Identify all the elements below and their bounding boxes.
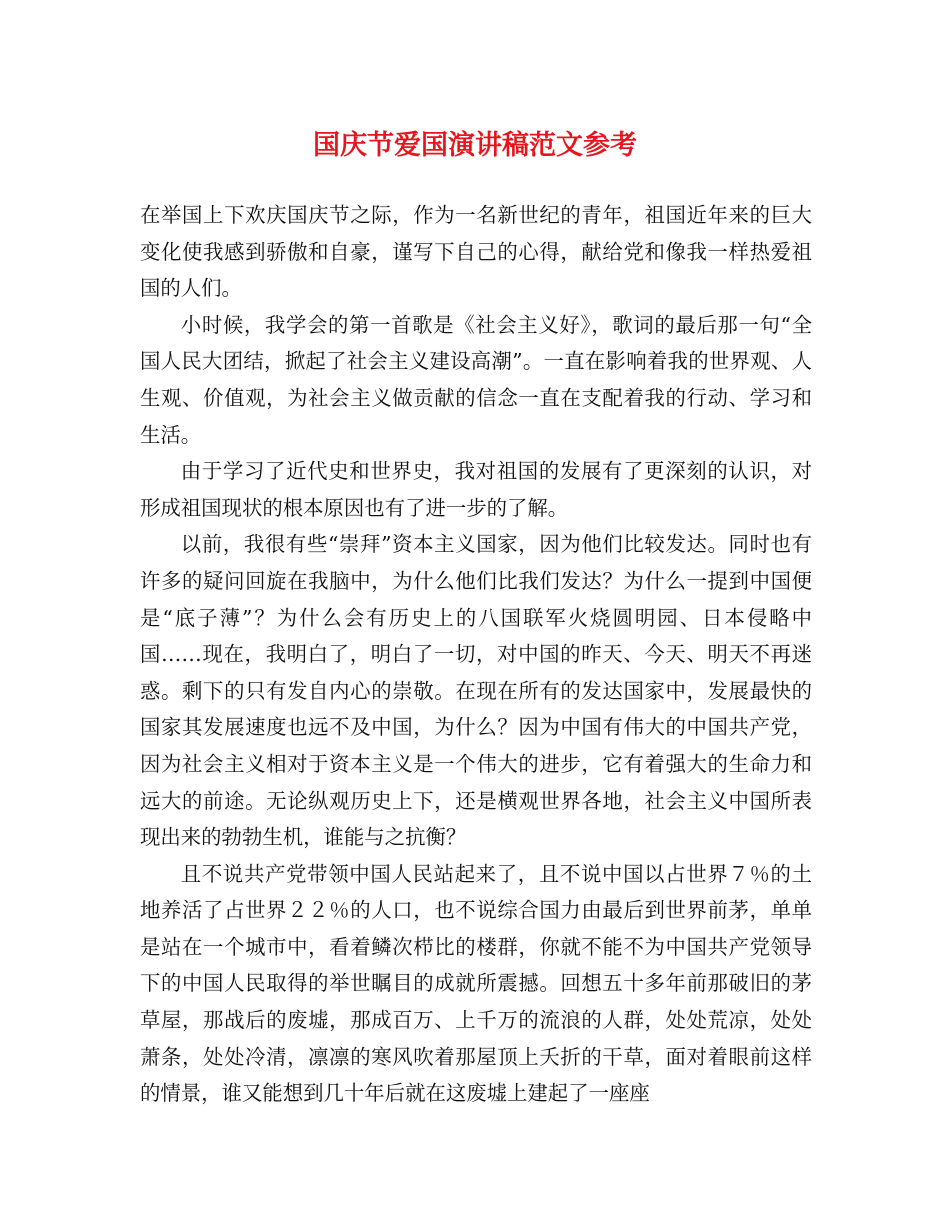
paragraph-4: 以前，我很有些“崇拜”资本主义国家，因为他们比较发达。同时也有许多的疑问回旋在我脑中，为什么他们比我们发达？为什么一提到中国便是“底子薄”？为什么会有历史上的八国联军火烧圆明园、日本侵略中国……现在，我明白了，明白了一切，对中国的昨天、今天、明天不再迷惑。剩下的只有发自内心的崇敬。在现在所有的发达国家中，发展最快的国家其发展速度也远不及中国，为什么？因为中国有伟大的中国共产党，因为社会主义相对于资本主义是一个伟大的进步，它有着强大的生命力和远大的前途。无论纵观历史上下，还是横观世界各地，社会主义中国所表现出来的勃勃生机，谁能与之抗衡？	[140, 532, 812, 850]
document-body	[140, 197, 812, 1112]
paragraph-2: 小时候，我学会的第一首歌是《社会主义好》，歌词的最后那一句“全国人民大团结，掀起了社会主义建设高潮”。一直在影响着我的世界观、人生观、价值观，为社会主义做贡献的信念一直在支配着我的行动、学习和生活。	[140, 312, 812, 447]
paragraph-5: 且不说共产党带领中国人民站起来了，且不说中国以占世界７％的土地养活了占世界２２％的人口，也不说综合国力由最后到世界前茅，单单是站在一个城市中，看着鳞次栉比的楼群，你就不能不为中国共产党领导下的中国人民取得的举世瞩目的成就所震撼。回想五十多年前那破旧的茅草屋，那战后的废墟，那成百万、上千万的流浪的人群，处处荒凉，处处萧条，处处冷清，凛凛的寒风吹着那屋顶上夭折的干草，面对着眼前这样的情景，谁又能想到几十年后就在这废墟上建起了一座座	[140, 861, 812, 1106]
paragraph-3: 由于学习了近代史和世界史，我对祖国的发展有了更深刻的认识，对形成祖国现状的根本原因也有了进一步的了解。	[140, 459, 812, 520]
document-title: 国庆节爱国演讲稿范文参考	[313, 130, 637, 161]
paragraph-1: 在举国上下欢庆国庆节之际，作为一名新世纪的青年，祖国近年来的巨大变化使我感到骄傲和自豪，谨写下自己的心得，献给党和像我一样热爱祖国的人们。	[140, 203, 812, 301]
